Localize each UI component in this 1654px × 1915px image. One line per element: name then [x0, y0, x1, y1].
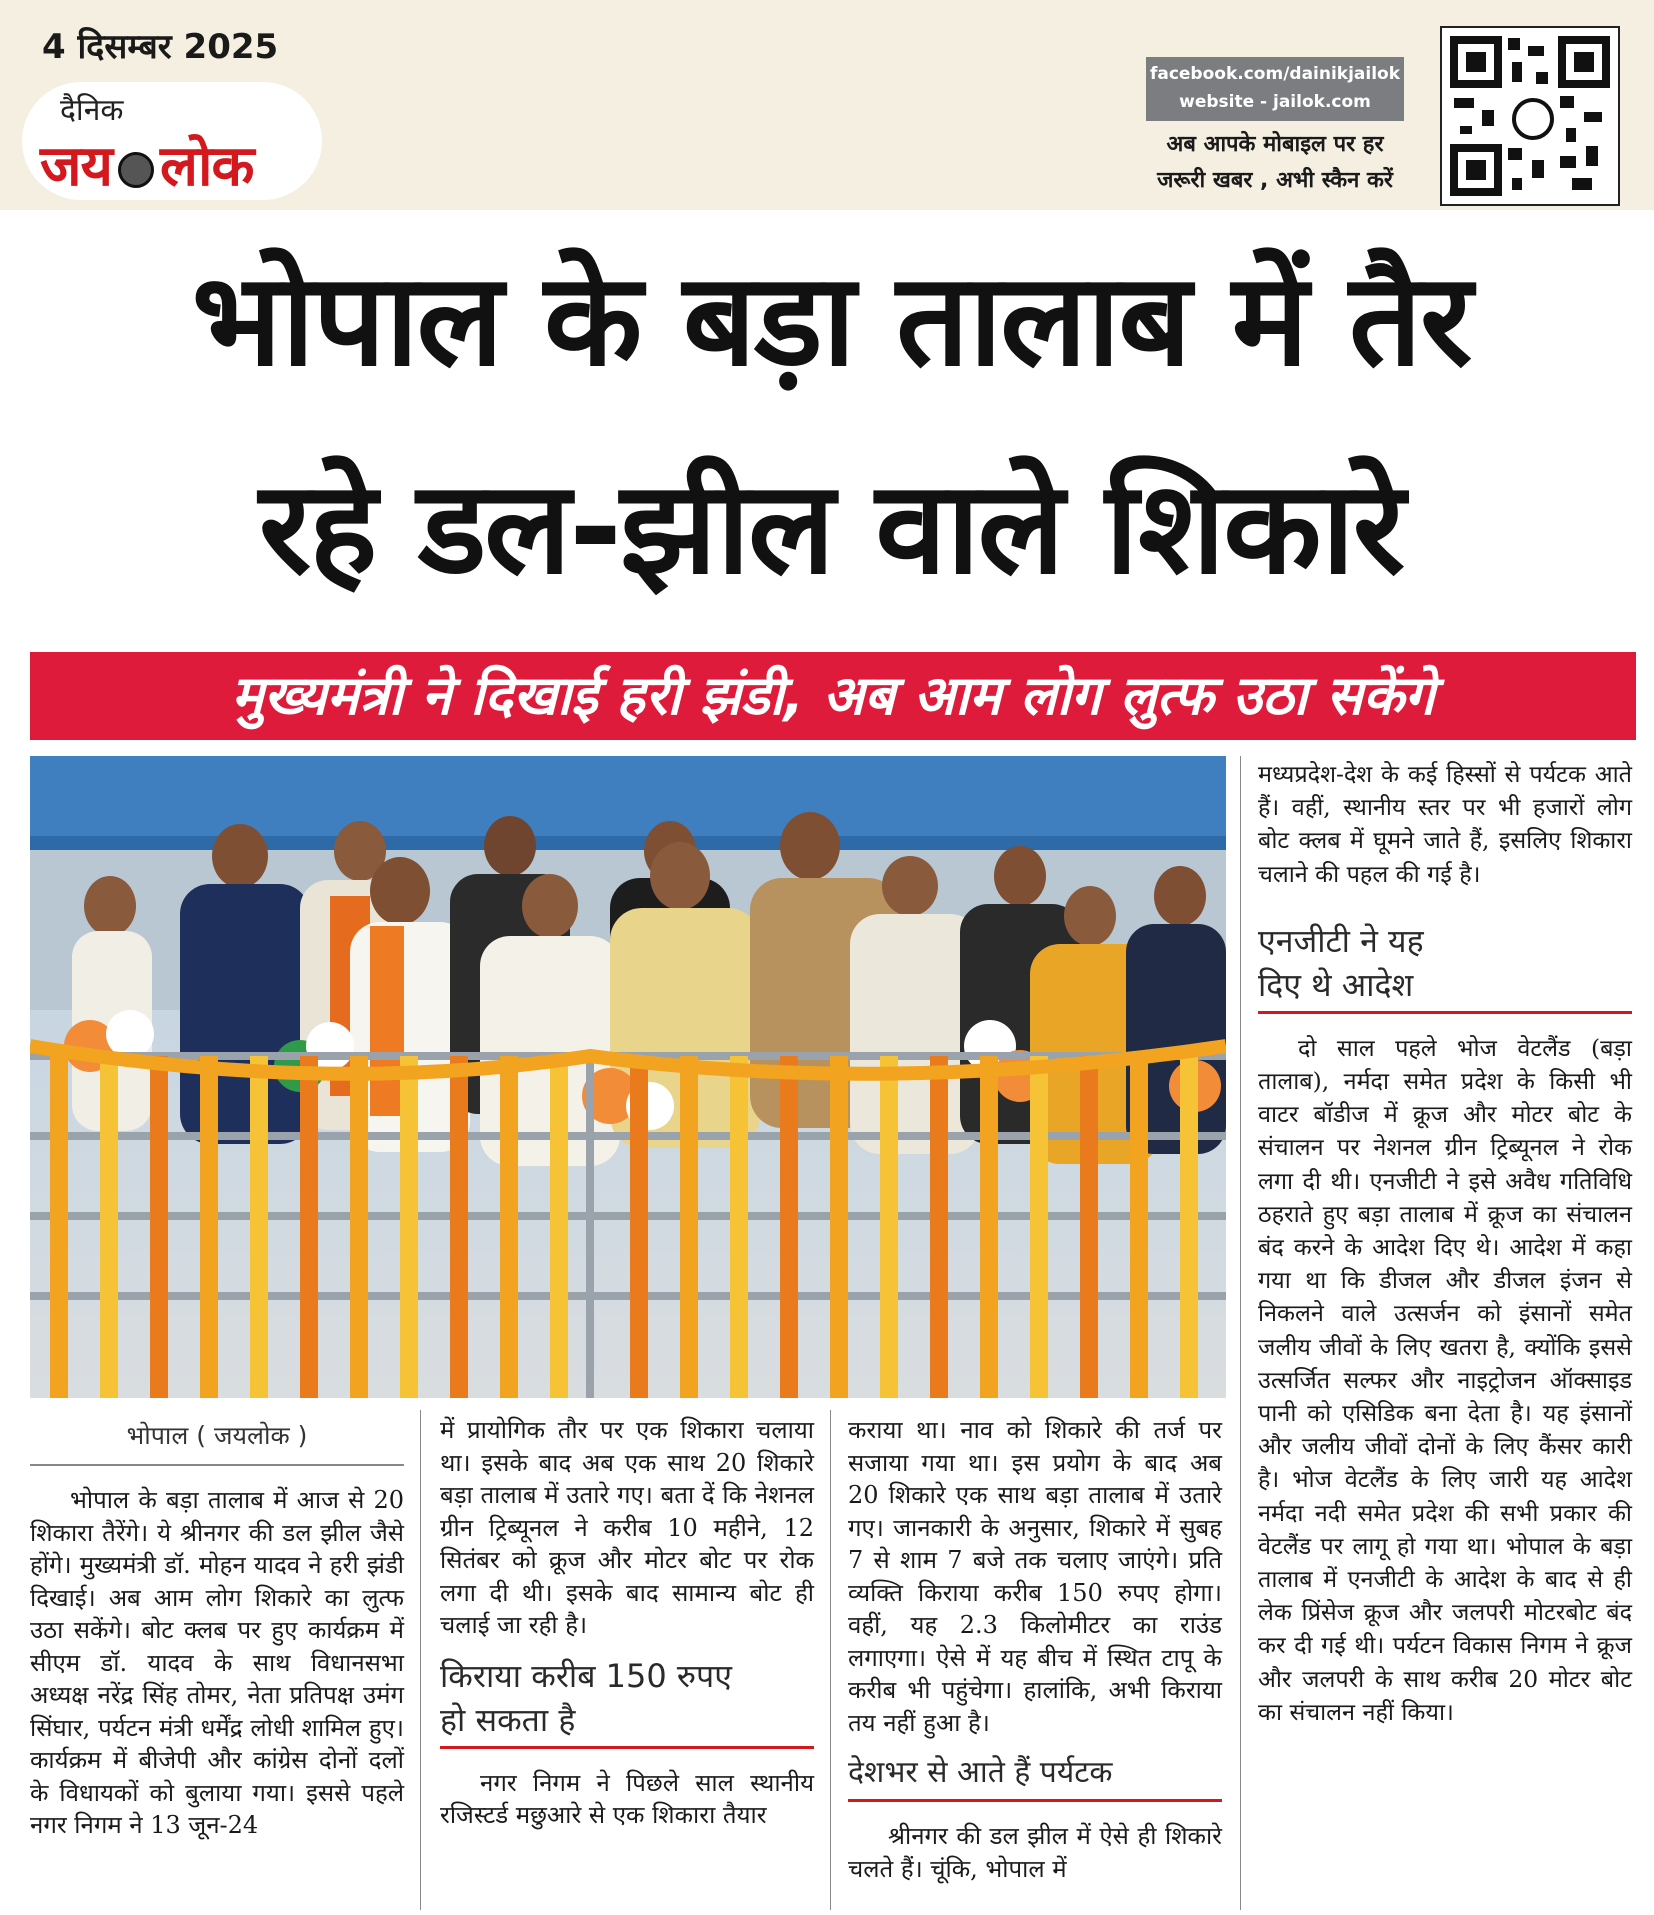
article-paragraph: कराया था। नाव को शिकारे की तर्ज पर सजाया गया था। इस प्रयोग के बाद अब 20 शिकारे एक साथ बड़ा तालाब में उतारे गए। जानकारी के अनुसार, शिकारे में सुबह 7 से शाम 7 बजे तक चलाए जाएंगे। प्रति व्यक्ति किराया करीब 150 रुपए होगा। वहीं, यह 2.3 किलोमीटर का राउंड लगाएगा। ऐसे में यह बीच में स्थित टापू के करीब भी पहुंचेगा। हालांकि, अभी किराया तय नहीं हुआ है।	[848, 1416, 1222, 1737]
column-divider	[1240, 756, 1241, 1910]
scan-prompt-line2: जरूरी खबर , अभी स्कैन करें	[1157, 168, 1393, 193]
qr-module	[1482, 110, 1494, 126]
qr-finder-top-right	[1558, 36, 1610, 88]
article-paragraph: दो साल पहले भोज वेटलैंड (बड़ा तालाब), नर्मदा समेत प्रदेश के किसी भी वाटर बॉडीज में क्रूज और मोटर बोट के संचालन पर नेशनल ग्रीन ट्रिब्यूनल ने रोक लगा दी थी। एनजीटी ने इसे अवैध गतिविधि ठहराते हुए बड़ा तालाब में क्रूज का संचालन बंद करने के आदेश दिए थे। आदेश में कहा गया था कि डीजल और डीजल इंजन से निकलने वाले उत्सर्जन को इंसानों समेत जलीय जीवों के लिए खतरा है, क्योंकि इससे उत्सर्जित सल्फर और नाइट्रोजन ऑक्साइड पानी को एसिडिक बना देता है। यह इंसानों और जलीय जीवों दोनों के लिए कैंसर कारी है। भोज वेटलैंड के लिए जारी यह आदेश नर्मदा नदी समेत प्रदेश की सभी प्रकार की वेटलैंड पर लागू हो गया था। भोपाल के बड़ा तालाब में एनजीटी के आदेश के बाद से ही लेक प्रिंसेज क्रूज और जलपरी मोटरबोट बंद कर दी गई थी। पर्यटन विकास निगम ने क्रूज और जलपरी के साथ करीब 20 मोटर बोट का संचालन नहीं किया।	[1258, 1033, 1632, 1726]
logo-prefix: दैनिक	[60, 93, 124, 128]
qr-module	[1586, 146, 1598, 166]
qr-module	[1536, 72, 1548, 84]
qr-module	[1508, 148, 1522, 160]
article-paragraph: श्रीनगर की डल झील में ऐसे ही शिकारे चलते हैं। चूंकि, भोपाल में	[848, 1822, 1222, 1883]
logo-word-jai: जय	[40, 134, 113, 199]
qr-code[interactable]	[1440, 26, 1620, 206]
article-column-1	[30, 1484, 404, 1842]
qr-module	[1572, 178, 1592, 190]
column-divider	[830, 1410, 831, 1910]
facebook-link[interactable]: facebook.com/dainikjailok	[1149, 64, 1401, 84]
issue-date: 4 दिसम्बर 2025	[42, 27, 279, 67]
subheadline: मुख्यमंत्री ने दिखाई हरी झंडी, अब आम लोग लुत्फ उठा सकेंगे	[231, 664, 1435, 727]
qr-module	[1460, 126, 1472, 134]
headline-line1: भोपाल के बड़ा तालाब में तैर	[191, 246, 1471, 395]
column-divider	[420, 1410, 421, 1910]
qr-module	[1532, 160, 1544, 178]
news-photo	[30, 756, 1226, 1398]
section-heading-fare-line2: हो सकता है	[440, 1700, 576, 1739]
article-paragraph: मध्यप्रदेश-देश के कई हिस्सों से पर्यटक आते हैं। वहीं, स्थानीय स्तर पर भी हजारों लोग बोट क्लब में घूमने जाते हैं, इसलिए शिकारा चलाने की पहल की गई है।	[1258, 760, 1632, 888]
headline-line2: रहे डल-झील वाले शिकारे	[258, 454, 1404, 603]
qr-module	[1566, 128, 1576, 142]
logo-word-lok: लोक	[160, 134, 254, 199]
qr-module	[1528, 46, 1544, 56]
canopy-edge	[30, 836, 1226, 850]
whatsapp-icon	[1512, 98, 1554, 140]
globe-icon	[118, 152, 154, 188]
article-column-3	[848, 1414, 1222, 1885]
newspaper-logo	[40, 126, 254, 202]
article-column-2	[440, 1414, 814, 1832]
website-link[interactable]: website - jailok.com	[1179, 92, 1371, 112]
qr-module	[1512, 62, 1522, 82]
qr-module	[1454, 98, 1474, 108]
section-heading-ngt	[1258, 919, 1632, 1014]
boat-canopy	[30, 756, 1226, 848]
qr-finder-top-left	[1450, 36, 1502, 88]
section-heading-fare-line1: किराया करीब 150 रुपए	[440, 1656, 732, 1695]
article-column-4	[1258, 758, 1632, 1729]
qr-module	[1584, 112, 1602, 122]
section-heading-ngt-line2: दिए थे आदेश	[1258, 965, 1414, 1004]
section-heading-fare	[440, 1654, 814, 1749]
dateline: भोपाल ( जयलोक )	[30, 1418, 404, 1466]
qr-module	[1512, 178, 1522, 190]
qr-module	[1560, 96, 1574, 108]
qr-finder-bottom-left	[1450, 144, 1502, 196]
boat-inauguration-illustration	[30, 756, 1226, 1398]
article-paragraph: में प्रायोगिक तौर पर एक शिकारा चलाया था। इसके बाद अब एक साथ 20 शिकारे बड़ा तालाब में उतारे गए। बता दें कि नेशनल ग्रीन ट्रिब्यूनल ने करीब 10 महीने, 12 सितंबर को क्रूज और मोटर बोट पर रोक लगा दी थी। इसके बाद सामान्य बोट ही चलाई जा रही है।	[440, 1416, 814, 1639]
article-paragraph: भोपाल के बड़ा तालाब में आज से 20 शिकारा तैरेंगे। ये श्रीनगर की डल झील जैसे होंगे। मुख्यमंत्री डॉ. मोहन यादव ने हरी झंडी दिखाई। अब आम लोग शिकारे का लुत्फ उठा सकेंगे। बोट क्लब पर हुए कार्यक्रम में सीएम डॉ. यादव के साथ विधानसभा अध्यक्ष नरेंद्र सिंह तोमर, नेता प्रतिपक्ष उमंग सिंघार, पर्यटन मंत्री धर्मेंद्र लोधी शामिल हुए। कार्यक्रम में बीजेपी और कांग्रेस दोनों दलों के विधायकों को बुलाया गया। इससे पहले नगर निगम ने 13 जून-24	[30, 1486, 404, 1839]
section-heading-ngt-line1: एनजीटी ने यह	[1258, 921, 1424, 960]
scan-prompt-line1: अब आपके मोबाइल पर हर	[1166, 132, 1384, 157]
article-paragraph: नगर निगम ने पिछले साल स्थानीय रजिस्टर्ड मछुआरे से एक शिकारा तैयार	[440, 1768, 814, 1829]
qr-module	[1508, 38, 1520, 50]
section-heading-tourists: देशभर से आते हैं पर्यटक	[848, 1751, 1222, 1802]
qr-module	[1560, 156, 1576, 168]
